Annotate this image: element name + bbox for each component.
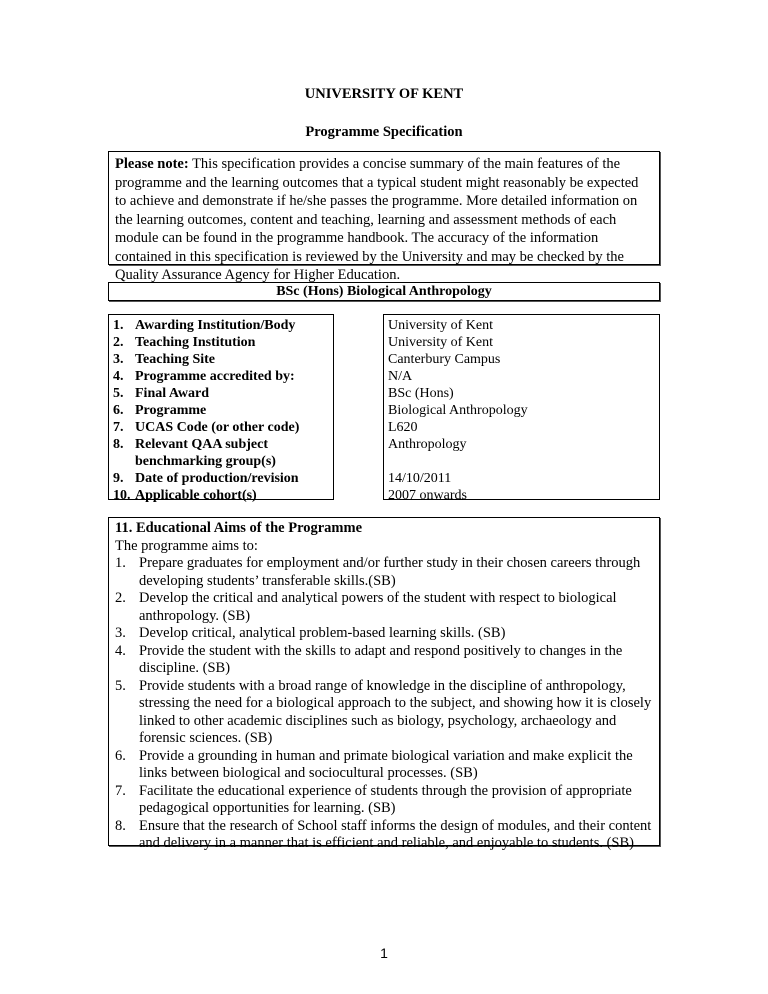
note-box bbox=[108, 151, 660, 283]
programme-title: BSc (Hons) Biological Anthropology bbox=[108, 282, 660, 301]
info-row: 4. Programme accredited by: bbox=[113, 369, 295, 384]
page-number: 1 bbox=[380, 945, 388, 961]
aim-item: 2. Develop the critical and analytical powers of the student with respect to biological anthropology. (SB) bbox=[115, 590, 617, 624]
aim-item: 3. Develop critical, analytical problem-based learning skills. (SB) bbox=[115, 625, 506, 641]
aims-heading: 11. Educational Aims of the Programme bbox=[115, 520, 363, 536]
info-row: 7. UCAS Code (or other code) bbox=[113, 420, 300, 435]
info-value: Anthropology bbox=[388, 437, 467, 452]
note-label: Please note: bbox=[115, 156, 189, 172]
info-value: University of Kent bbox=[388, 335, 493, 350]
aims-intro: The programme aims to: bbox=[115, 537, 258, 554]
info-row: 2. Teaching Institution bbox=[113, 335, 256, 350]
info-values bbox=[383, 314, 660, 503]
aim-item: 1. Prepare graduates for employment and/or further study in their chosen careers through developing students’ transferable skills.(SB) bbox=[115, 555, 641, 589]
info-row: 5. Final Award bbox=[113, 386, 210, 401]
info-row: 1. Awarding Institution/Body bbox=[113, 318, 296, 333]
info-value: Canterbury Campus bbox=[388, 352, 501, 367]
info-value: N/A bbox=[388, 369, 413, 384]
info-labels bbox=[108, 314, 334, 503]
university-heading: UNIVERSITY OF KENT bbox=[304, 86, 464, 102]
info-row: 10. Applicable cohort(s) bbox=[113, 488, 257, 503]
aim-item: 5. Provide students with a broad range of knowledge in the discipline of anthropology, stressing the need for a biological approach to the subject, and showing how it is closely linked to other academic disciplines such as biology, psychology, archaeology and forensic sciences. (SB) bbox=[115, 677, 652, 746]
info-row: 9. Date of production/revision bbox=[113, 471, 299, 486]
info-value: 14/10/2011 bbox=[388, 471, 452, 486]
aim-item: 4. Provide the student with the skills to adapt and respond positively to changes in the discipline. (SB) bbox=[115, 642, 623, 676]
info-row: 3. Teaching Site bbox=[113, 352, 215, 367]
aim-item: 8. Ensure that the research of School staff informs the design of modules, and their content and delivery in a manner that is efficient and reliable, and enjoyable to students. (SB) bbox=[115, 817, 652, 851]
info-value: University of Kent bbox=[388, 318, 493, 333]
info-value: 2007 onwards bbox=[388, 488, 467, 503]
info-value: Biological Anthropology bbox=[388, 403, 528, 418]
info-row: 6. Programme bbox=[113, 403, 207, 418]
info-value: BSc (Hons) bbox=[388, 386, 454, 401]
document-title: Programme Specification bbox=[305, 124, 463, 140]
info-value: L620 bbox=[388, 420, 418, 435]
note-text: This specification provides a concise summary of the main features of the programme and the learning outcomes that a typical student might reasonably be expected to achieve and demonstrate if he/she passes the programme. More detailed information on the learning outcomes, content and teaching, learning and assessment methods of each module can be found in the programme handbook. The accuracy of the information contained in this specification is reviewed by the University and may be checked by the Quality Assurance Agency for Higher Education. bbox=[115, 156, 639, 283]
aims-box bbox=[108, 517, 660, 851]
aim-item: 7. Facilitate the educational experience of students through the provision of appropriate pedagogical opportunities for learning. (SB) bbox=[115, 782, 632, 816]
info-row: 8. Relevant QAA subject benchmarking group(s) bbox=[113, 437, 276, 469]
aim-item: 6. Provide a grounding in human and primate biological variation and make explicit the links between biological and sociocultural processes. (SB) bbox=[115, 747, 633, 781]
